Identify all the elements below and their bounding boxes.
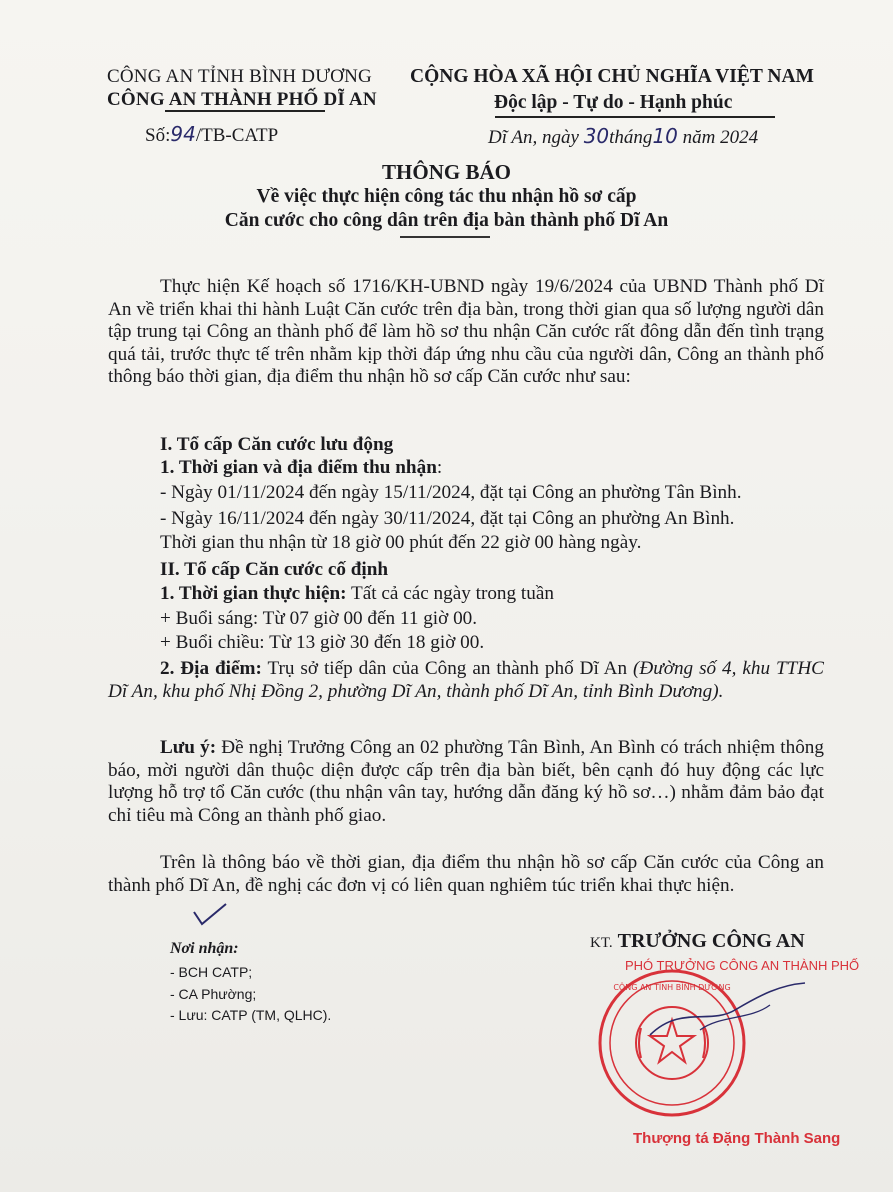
section-1-item-1-colon: : <box>436 457 443 478</box>
section-2-item-2-address: (Đường số 4, khu TTHC Dĩ An, khu phố Nhị Đồng 2, phường Dĩ An, thành phố Dĩ An, tỉnh Bình Dương). <box>108 658 824 702</box>
section-1-line-1: - Ngày 01/11/2024 đến ngày 15/11/2024, đặt tại Công an phường Tân Bình. <box>160 482 742 503</box>
section-1-item-1-title: 1. Thời gian và địa điểm thu nhận <box>160 457 437 478</box>
section-2-title: II. Tổ cấp Căn cước cố định <box>160 559 389 580</box>
org-line-1: CÔNG AN TỈNH BÌNH DƯƠNG <box>107 66 372 87</box>
handwritten-signature-icon <box>640 975 810 1055</box>
date-month-label: tháng <box>609 127 653 148</box>
recipient-item: - Lưu: CATP (TM, QLHC). <box>170 1007 332 1023</box>
section-1-item-1 <box>160 457 442 479</box>
recipient-item: - BCH CATP; <box>170 964 253 980</box>
recipients-label: Nơi nhận: <box>170 940 239 957</box>
date-place-label: Dĩ An, ngày <box>488 127 579 148</box>
signer-name: Thượng tá Đặng Thành Sang <box>633 1130 841 1147</box>
intro-paragraph: Thực hiện Kế hoạch số 1716/KH-UBND ngày 19/6/2024 của UBND Thành phố Dĩ An về triển khai thi hành Luật Căn cước trên địa bàn, trong thời gian qua số lượng người dân tập trung tại Công an thành phố để làm hồ sơ thu nhận Căn cước rất đông dẫn đến tình trạng quá tải, trước thực tế trên nhằm kịp thời đáp ứng nhu cầu của người dân, Công an thành phố thông báo thời gian, địa điểm thu nhận hồ sơ cấp Căn cước như sau: <box>108 276 824 388</box>
signature-kt: KT. <box>590 935 613 951</box>
org-underline <box>165 110 325 112</box>
section-2-item-2-text: Trụ sở tiếp dân của Công an thành phố Dĩ An <box>261 658 634 679</box>
seal-text: CÔNG AN TỈNH BÌNH DƯƠNG <box>613 983 731 992</box>
note-label: Lưu ý: <box>160 737 217 758</box>
signature-title-text: TRƯỞNG CÔNG AN <box>617 930 805 952</box>
title-underline <box>400 236 490 238</box>
section-2-item-1-title: 1. Thời gian thực hiện: <box>160 583 347 604</box>
motto: Độc lập - Tự do - Hạnh phúc <box>494 92 733 113</box>
section-2-item-2-title: 2. Địa điểm: <box>160 658 262 679</box>
section-1-title: I. Tổ cấp Căn cước lưu động <box>160 434 394 455</box>
signature-subtitle: PHÓ TRƯỞNG CÔNG AN THÀNH PHỐ <box>625 958 860 973</box>
note-text: Đề nghị Trưởng Công an 02 phường Tân Bình, An Bình có trách nhiệm thông báo, mời người dân thuộc diện được cấp trên địa bàn biết, bên cạnh đó huy động các lực lượng hỗ trợ tổ Căn cước (thu nhận vân tay, hướng dẫn đăng ký hồ sơ…) nhằm đảm bảo đạt chỉ tiêu mà Công an thành phố giao. <box>108 737 824 826</box>
number-suffix: /TB-CATP <box>195 125 279 146</box>
number-handwritten: 94 <box>170 122 196 146</box>
section-1-line-3: Thời gian thu nhận từ 18 giờ 00 phút đến 22 giờ 00 hàng ngày. <box>160 532 642 553</box>
motto-underline <box>495 116 775 118</box>
closing-paragraph: Trên là thông báo về thời gian, địa điểm thu nhận hồ sơ cấp Căn cước của Công an thành phố Dĩ An, đề nghị các đơn vị có liên quan nghiêm túc triển khai thực hiện. <box>108 852 824 896</box>
section-2-item-1-text: Tất cả các ngày trong tuần <box>346 583 554 604</box>
section-2-afternoon: + Buổi chiều: Từ 13 giờ 30 đến 18 giờ 00. <box>160 632 485 653</box>
nation-title: CỘNG HÒA XÃ HỘI CHỦ NGHĨA VIỆT NAM <box>410 66 814 87</box>
recipient-item: - CA Phường; <box>170 986 257 1002</box>
org-line-2: CÔNG AN THÀNH PHỐ DĨ AN <box>107 89 377 110</box>
note-paragraph <box>108 737 824 827</box>
notice-subtitle-1: Về việc thực hiện công tác thu nhận hồ sơ cấp <box>256 186 637 207</box>
date-day: 30 <box>583 124 610 148</box>
date-year: năm 2024 <box>682 127 759 148</box>
checkmark-icon <box>190 902 230 928</box>
signature-title <box>590 930 805 953</box>
date-month: 10 <box>652 124 678 148</box>
notice-title: THÔNG BÁO <box>382 160 511 184</box>
section-2-morning: + Buổi sáng: Từ 07 giờ 00 đến 11 giờ 00. <box>160 608 478 629</box>
number-prefix: Số: <box>145 125 171 146</box>
document-number <box>145 122 278 147</box>
date-place <box>488 124 758 149</box>
notice-subtitle-2: Căn cước cho công dân trên địa bàn thành phố Dĩ An <box>224 210 669 231</box>
section-2-item-1 <box>160 583 554 605</box>
section-1-line-2: - Ngày 16/11/2024 đến ngày 30/11/2024, đặt tại Công an phường An Bình. <box>160 508 735 529</box>
section-2-item-2 <box>108 658 824 703</box>
